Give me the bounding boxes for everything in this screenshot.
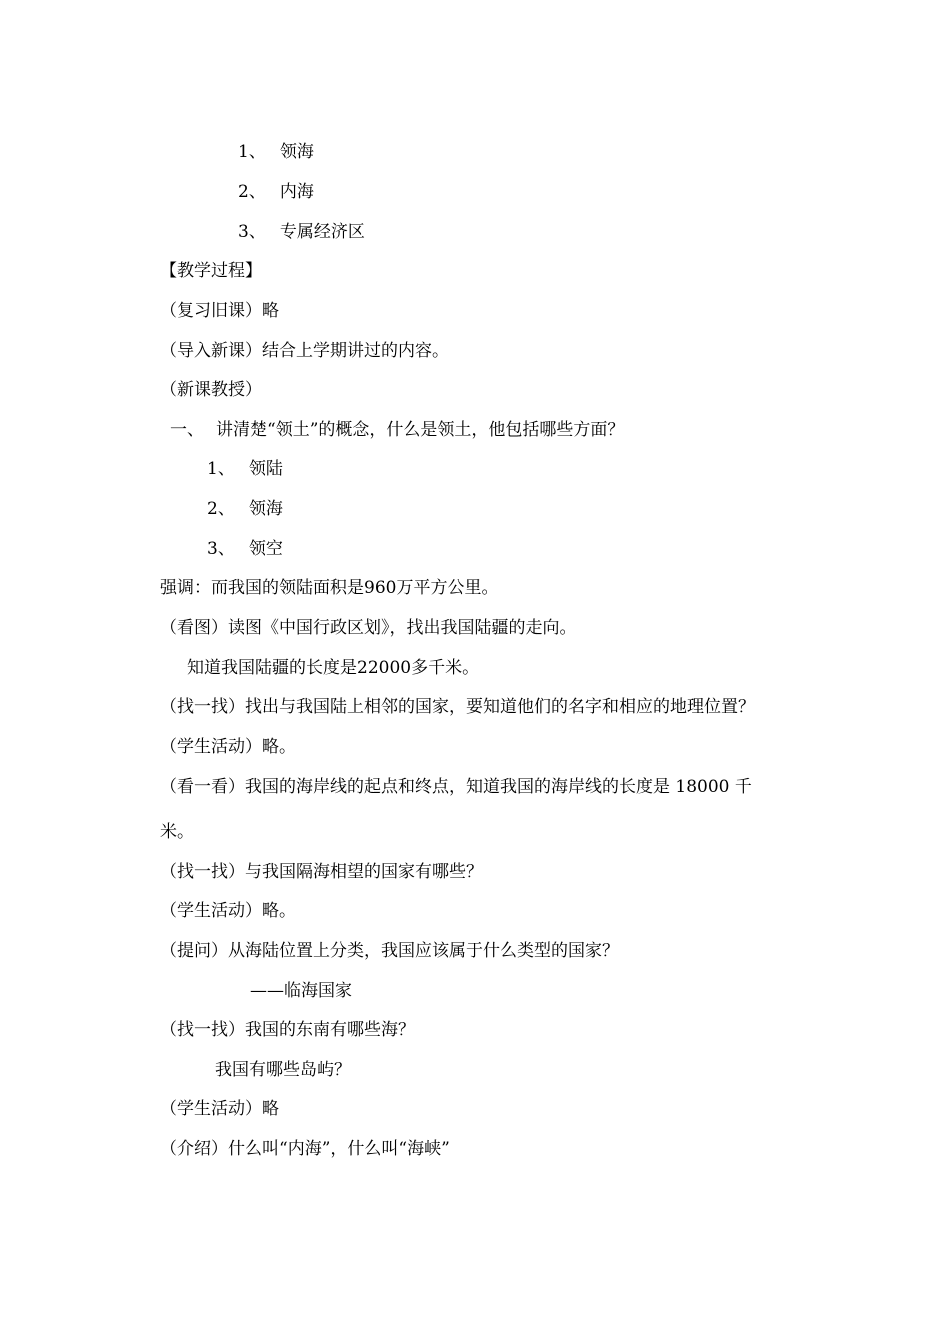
paragraph: （找一找）与我国隔海相望的国家有哪些？ — [160, 862, 483, 882]
item-text: 讲清楚“领土”的概念，什么是领土，他包括哪些方面？ — [216, 420, 625, 440]
paragraph-indented: 我国有哪些岛屿？ — [215, 1060, 351, 1080]
paragraph: （提问）从海陆位置上分类，我国应该属于什么类型的国家？ — [160, 941, 619, 961]
outline-heading — [170, 418, 624, 442]
paragraph: （复习旧课）略 — [160, 301, 279, 321]
item-number: 1、 — [207, 459, 235, 479]
item-number: 3、 — [207, 539, 235, 559]
item-text: 领空 — [248, 539, 283, 559]
paragraph: （找一找）我国的东南有哪些海？ — [160, 1020, 415, 1040]
item-text: 内海 — [279, 182, 314, 202]
item-number: 3、 — [238, 222, 266, 242]
paragraph: （新课教授） — [160, 380, 262, 400]
paragraph: （看一看）我国的海岸线的起点和终点，知道我国的海岸线的长度是 18000 千 — [160, 777, 752, 797]
item-text: 领海 — [248, 499, 283, 519]
outline-item — [207, 497, 283, 521]
paragraph-continuation: 米。 — [160, 822, 194, 842]
paragraph: （看图）读图《中国行政区划》，找出我国陆疆的走向。 — [160, 618, 577, 638]
paragraph: （学生活动）略 — [160, 1099, 279, 1119]
item-text: 领海 — [279, 142, 314, 162]
outline-item — [207, 457, 283, 481]
item-number: 2、 — [238, 182, 266, 202]
outline-item — [238, 180, 314, 204]
outline-item — [238, 140, 314, 164]
answer-line: ——临海国家 — [250, 981, 352, 1001]
paragraph-indented: 知道我国陆疆的长度是22000多千米。 — [187, 658, 480, 678]
item-number: 1、 — [238, 142, 266, 162]
section-heading: 【教学过程】 — [160, 261, 262, 281]
paragraph: （学生活动）略。 — [160, 901, 296, 921]
paragraph: （导入新课）结合上学期讲过的内容。 — [160, 341, 449, 361]
outline-item — [207, 537, 283, 561]
paragraph: 强调：而我国的领陆面积是960万平方公里。 — [160, 578, 499, 598]
paragraph: （找一找）找出与我国陆上相邻的国家，要知道他们的名字和相应的地理位置？ — [160, 697, 755, 717]
item-number: 一、 — [170, 420, 204, 440]
outline-item — [238, 220, 365, 244]
item-number: 2、 — [207, 499, 235, 519]
paragraph: （介绍）什么叫“内海”，什么叫“海峡” — [160, 1139, 450, 1159]
paragraph: （学生活动）略。 — [160, 737, 296, 757]
item-text: 领陆 — [248, 459, 283, 479]
item-text: 专属经济区 — [279, 222, 365, 242]
